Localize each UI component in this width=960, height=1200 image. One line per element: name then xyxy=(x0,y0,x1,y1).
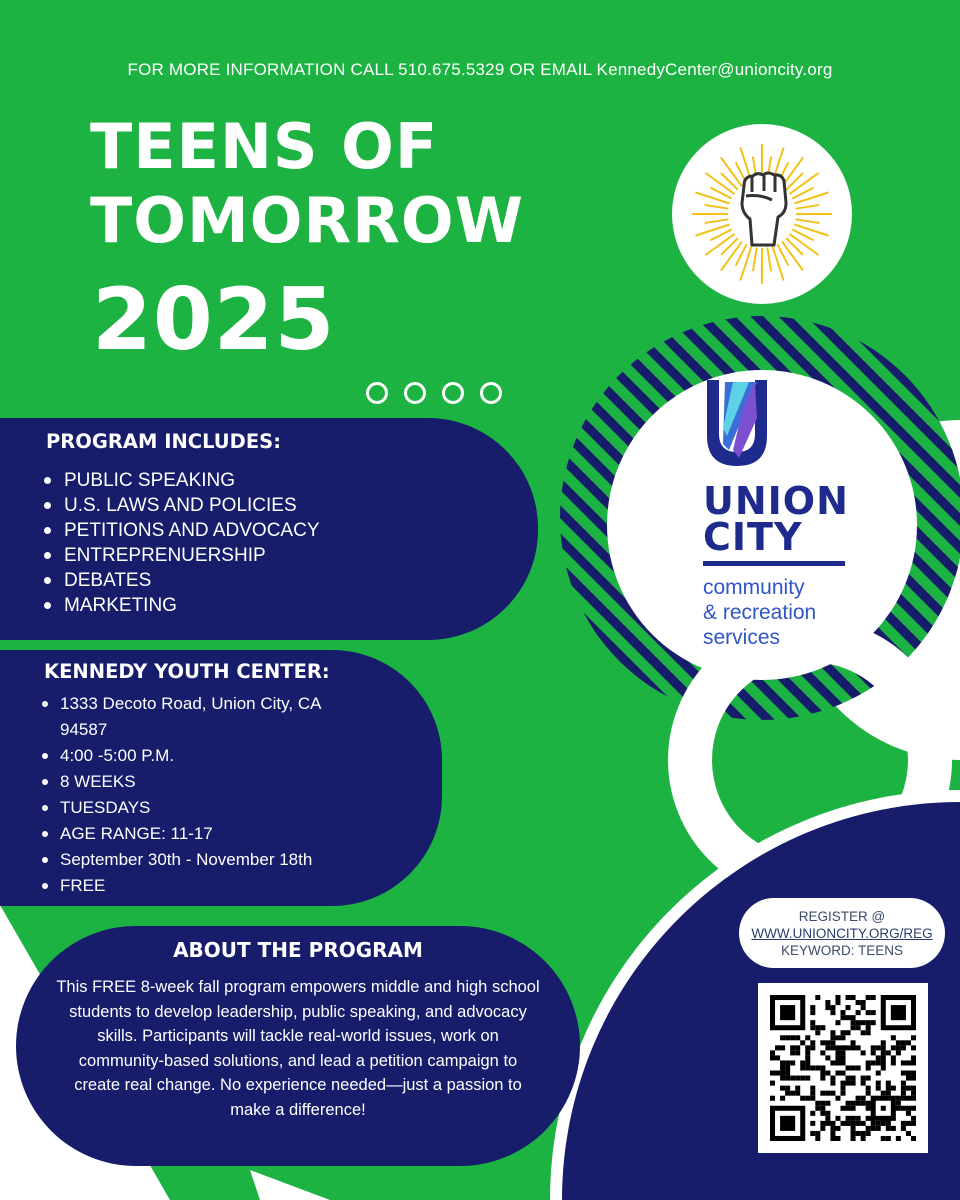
title-line-1: TEENS OF xyxy=(90,110,439,183)
list-item: FREE xyxy=(40,873,370,899)
register-label: REGISTER @ xyxy=(798,909,886,924)
list-item: AGE RANGE: 11-17 xyxy=(40,821,370,847)
title-year: 2025 xyxy=(92,270,336,370)
register-link-wrap xyxy=(739,925,945,942)
center-panel xyxy=(0,650,442,906)
list-item: ENTREPRENUERSHIP xyxy=(40,543,320,568)
center-list xyxy=(40,691,370,899)
list-item: 8 WEEKS xyxy=(40,769,370,795)
logo-sub-3: services xyxy=(703,626,781,649)
contact-line: FOR MORE INFORMATION CALL 510.675.5329 OR EMAIL KennedyCenter@unioncity.org xyxy=(127,60,833,79)
list-item: DEBATES xyxy=(40,568,320,593)
dot-icon xyxy=(442,382,464,404)
register-box xyxy=(739,898,945,968)
about-text: This FREE 8-week fall program empowers middle and high school students to develop leadership, public speaking, and advocacy skills. Participants will tackle real-world issues, work on community-based solutions, and lead a petition campaign to create real change. No experience needed—just a passion to make a difference! xyxy=(56,978,540,1119)
list-item: PUBLIC SPEAKING xyxy=(40,468,320,493)
dot-icon xyxy=(366,382,388,404)
list-item: September 30th - November 18th xyxy=(40,847,370,873)
union-city-logo xyxy=(607,370,917,680)
center-heading: KENNEDY YOUTH CENTER: xyxy=(44,660,330,683)
list-item: U.S. LAWS AND POLICIES xyxy=(40,493,320,518)
decorative-dots xyxy=(366,382,502,404)
program-list xyxy=(40,468,320,618)
list-item: TUESDAYS xyxy=(40,795,370,821)
qr-code[interactable] xyxy=(758,983,928,1153)
list-item: 1333 Decoto Road, Union City, CA 94587 xyxy=(40,691,370,743)
qr-code-icon xyxy=(770,995,916,1141)
fist-emblem xyxy=(672,124,852,304)
logo-sub-1: community xyxy=(703,576,805,599)
logo-line-2: CITY xyxy=(703,515,803,559)
about-heading: ABOUT THE PROGRAM xyxy=(173,938,423,962)
list-item: MARKETING xyxy=(40,593,320,618)
logo-line-1: UNION xyxy=(703,479,849,523)
register-link[interactable]: WWW.UNIONCITY.ORG/REG xyxy=(751,926,933,941)
program-heading: PROGRAM INCLUDES: xyxy=(46,430,281,453)
dot-icon xyxy=(480,382,502,404)
about-panel xyxy=(16,926,580,1166)
title-line-2: TOMORROW xyxy=(90,184,524,257)
register-keyword: KEYWORD: TEENS xyxy=(780,943,904,958)
logo-divider xyxy=(703,561,845,566)
list-item: 4:00 -5:00 P.M. xyxy=(40,743,370,769)
dot-icon xyxy=(404,382,426,404)
raised-fist-icon xyxy=(672,124,852,304)
logo-sub-2: & recreation xyxy=(703,601,817,624)
program-panel xyxy=(0,418,538,640)
list-item: PETITIONS AND ADVOCACY xyxy=(40,518,320,543)
union-city-u-icon xyxy=(699,378,775,470)
